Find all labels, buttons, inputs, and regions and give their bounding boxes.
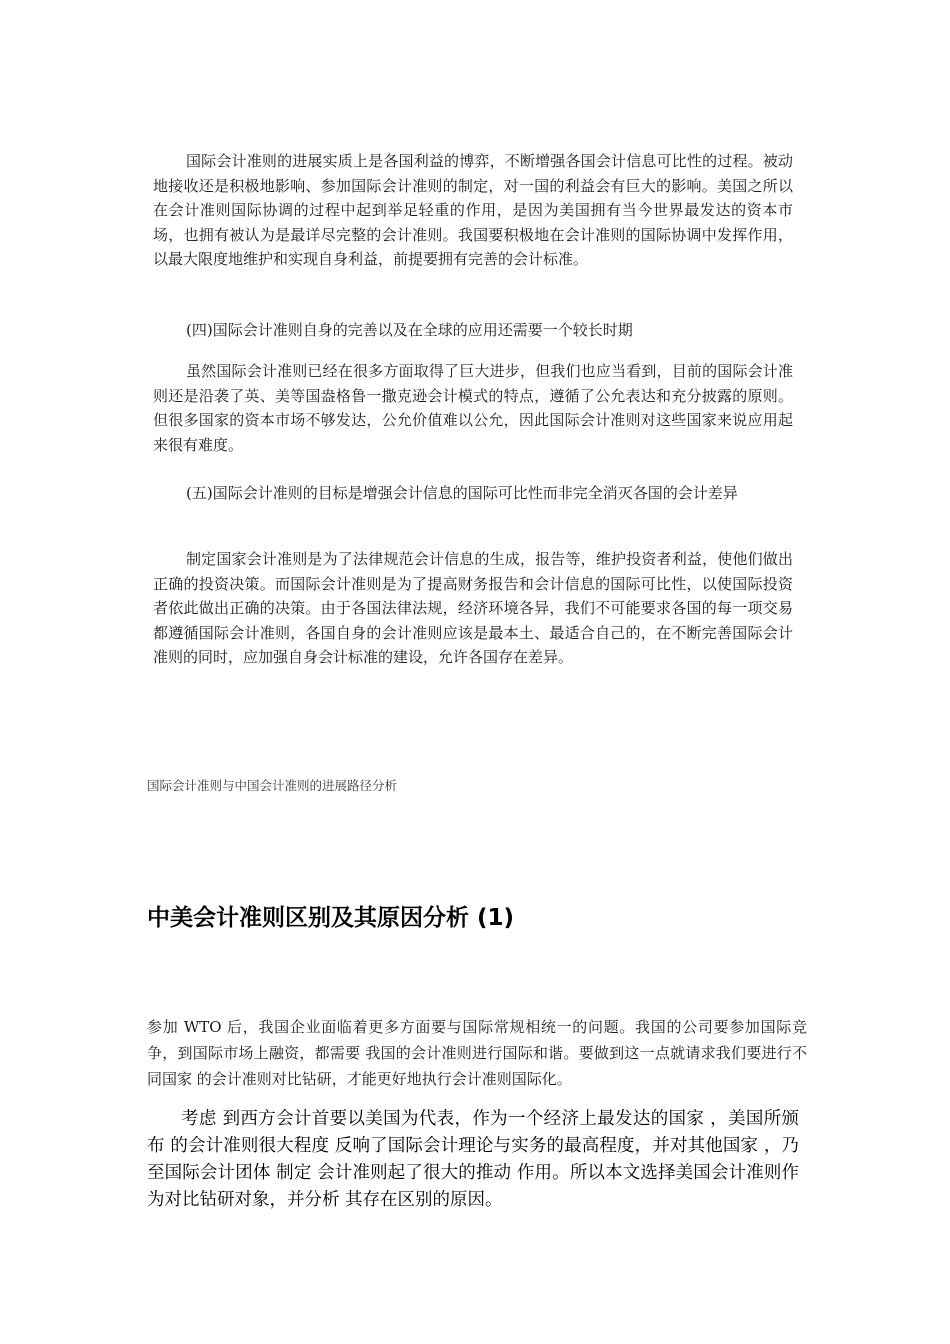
section-heading-5: (五)国际会计准则的目标是增强会计信息的国际可比性而非完全消灭各国的会计差异 <box>186 484 738 502</box>
paragraph-national-standards: 制定国家会计准则是为了法律规范会计信息的生成，报告等，维护投资者利益，使他们做出正确的投资决策。而国际会计准则是为了提高财务报告和会计信息的国际可比性，以使国际投资者依此做出正确的决策。由于各国法律法规，经济环境各异，我们不可能要求各国的每一项交易都遵循国际会计准则，各国自身的会计准则应该是最本土、最适合自己的，在不断完善国际会计准则的同时，应加强自身会计标准的建设，允许各国存在差异。 <box>153 550 793 666</box>
section-heading-4: (四)国际会计准则自身的完善以及在全球的应用还需要一个较长时期 <box>186 321 633 339</box>
paragraph-ias-progress: 虽然国际会计准则已经在很多方面取得了巨大进步，但我们也应当看到，目前的国际会计准则还是沿袭了英、美等国盎格鲁一撒克逊会计模式的特点，遵循了公允表达和充分披露的原则。但很多国家的资本市场不够发达，公允价值难以公允，因此国际会计准则对这些国家来说应用起来很有难度。 <box>153 362 793 454</box>
paragraph-interests-game: 国际会计准则的进展实质上是各国利益的博弈，不断增强各国会计信息可比性的过程。被动地接收还是积极地影响、参加国际会计准则的制定，对一国的利益会有巨大的影响。美国之所以在会计准则国际协调的过程中起到举足轻重的作用，是因为美国拥有当今世界最发达的资本市场，也拥有被认为是最详尽完整的会计准则。我国要积极地在会计准则的国际协调中发挥作用，以最大限度地维护和实现自身利益，前提要拥有完善的会计标准。 <box>153 152 793 268</box>
article-title: 中美会计准则区别及其原因分析 (1) <box>147 905 515 931</box>
article-second-paragraph: 考虑 到西方会计首要以美国为代表，作为一个经济上最发达的国家 ，美国所颁布 的会计准则很大程度 反响了国际会计理论与实务的最高程度，并对其他国家 ，乃至国际会计团体 制定 会计准则起了很大的推动 作用。所以本文选择美国会计准则作为对比钻研对象，并分析 其存在区别的原因。 <box>147 1109 799 1210</box>
article-intro-paragraph: 参加 WTO 后，我国企业面临着更多方面要与国际常规相统一的问题。我国的公司要参加国际竞争，到国际市场上融资，都需要 我国的会计准则进行国际和谐。要做到这一点就请求我们要进行不同国家 的会计准则对比钻研，才能更好地执行会计准则国际化。 <box>147 1018 807 1088</box>
document-footer-title: 国际会计准则与中国会计准则的进展路径分析 <box>147 778 398 793</box>
